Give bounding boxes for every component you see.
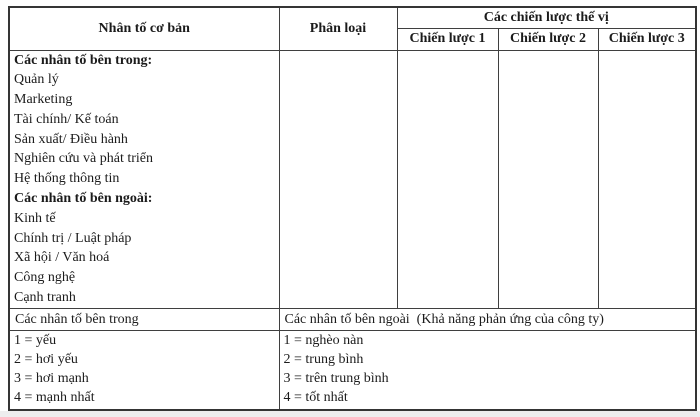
strategy-2-values-cell [498, 50, 598, 308]
factor-line: Công nghệ [14, 270, 76, 286]
classification-values-cell [279, 50, 397, 308]
factor-line: Sản xuất/ Điều hành [14, 131, 128, 147]
section-external-label: Các nhân tố bên ngoài (Khả năng phản ứng của công ty) [279, 308, 696, 330]
factor-line: Nghiên cứu và phát triển [14, 151, 153, 167]
header-strategy-2: Chiến lược 2 [498, 28, 598, 50]
header-basic-factors: Nhân tố cơ bản [9, 7, 279, 50]
factor-line: Kinh tế [14, 210, 56, 226]
legend-item: 1 = yếu [14, 332, 57, 348]
legend-item: 3 = hơi mạnh [14, 370, 89, 386]
header-classification: Phân loại [279, 7, 397, 50]
qspm-matrix-table [8, 6, 697, 411]
factor-line: Cạnh tranh [14, 290, 76, 306]
header-strategy-1: Chiến lược 1 [397, 28, 498, 50]
legend-item: 1 = nghèo nàn [283, 332, 364, 348]
factor-line: Quản lý [14, 72, 59, 88]
legend-external-cell [279, 330, 696, 410]
factor-section-heading: Các nhân tố bên trong: [14, 52, 153, 68]
factor-line: Tài chính/ Kế toán [14, 111, 119, 127]
strategy-1-values-cell [397, 50, 498, 308]
page-bottom-edge [0, 411, 700, 417]
factor-line: Xã hội / Văn hoá [14, 250, 110, 266]
legend-internal-cell [9, 330, 279, 410]
legend-item: 2 = trung bình [283, 351, 364, 367]
legend-item: 3 = trên trung bình [283, 370, 389, 386]
header-strategy-3: Chiến lược 3 [598, 28, 696, 50]
factor-section-heading: Các nhân tố bên ngoài: [14, 191, 153, 207]
factor-line: Chính trị / Luật pháp [14, 230, 132, 246]
factor-line: Marketing [14, 92, 73, 108]
strategy-3-values-cell [598, 50, 696, 308]
legend-item: 4 = tốt nhất [283, 389, 348, 405]
factor-line: Hệ thống thông tin [14, 171, 120, 187]
legend-item: 2 = hơi yếu [14, 351, 78, 367]
legend-item: 4 = mạnh nhất [14, 389, 95, 405]
factors-list-cell [9, 50, 279, 308]
header-strategies-group: Các chiến lược thế vị [397, 7, 696, 28]
section-internal-label: Các nhân tố bên trong [9, 308, 279, 330]
